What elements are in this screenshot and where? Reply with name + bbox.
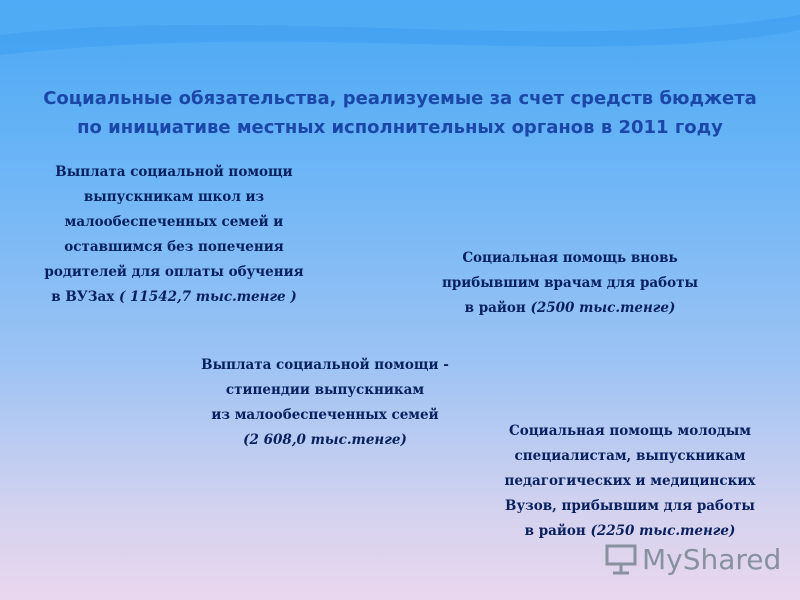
text-line: педагогических и медицинских (504, 473, 756, 489)
presentation-icon (604, 542, 638, 576)
text-line: малообеспеченных семей и (64, 214, 284, 230)
block-graduates-tuition (14, 160, 334, 310)
text-line-last (410, 296, 730, 321)
amount: (2500 тыс.тенге) (530, 300, 676, 316)
slide-title-line-2: по инициативе местных исполнительных органов в 2011 году (77, 117, 723, 138)
block-young-specialists (470, 419, 790, 544)
header-wave-decoration (0, 0, 800, 80)
text-line: стипендии выпускникам (225, 382, 425, 398)
block-doctors (410, 246, 730, 321)
text-line: выпускникам школ из (83, 189, 265, 205)
text-line-last (160, 428, 490, 453)
text-line: Выплата социальной помощи - (201, 357, 449, 373)
slide-title (0, 84, 800, 142)
text-line: прибывшим врачам для работы (441, 275, 699, 291)
text-line: из малообеспеченных семей (211, 407, 439, 423)
text-line: оставшимся без попечения (64, 239, 284, 255)
text-line: Социальная помощь вновь (462, 250, 678, 266)
text-line: Социальная помощь молодым (508, 423, 752, 439)
amount: ( 11542,7 тыс.тенге ) (118, 289, 297, 305)
text-line: Вузов, прибывшим для работы (505, 498, 755, 514)
text-line-last (14, 285, 334, 310)
text-prefix: в ВУЗах (51, 289, 115, 305)
text-prefix: в район (524, 523, 586, 539)
amount: (2250 тыс.тенге) (590, 523, 736, 539)
watermark-text: MyShared (642, 542, 782, 576)
amount: (2 608,0 тыс.тенге) (243, 432, 407, 448)
text-prefix: в район (464, 300, 526, 316)
slide-title-line-1: Социальные обязательства, реализуемые за счет средств бюджета (43, 88, 757, 109)
watermark-logo (604, 540, 781, 578)
text-line: Выплата социальной помощи (55, 164, 293, 180)
block-scholarship (160, 353, 490, 453)
text-line: специалистам, выпускникам (514, 448, 746, 464)
text-line: родителей для оплаты обучения (44, 264, 304, 280)
